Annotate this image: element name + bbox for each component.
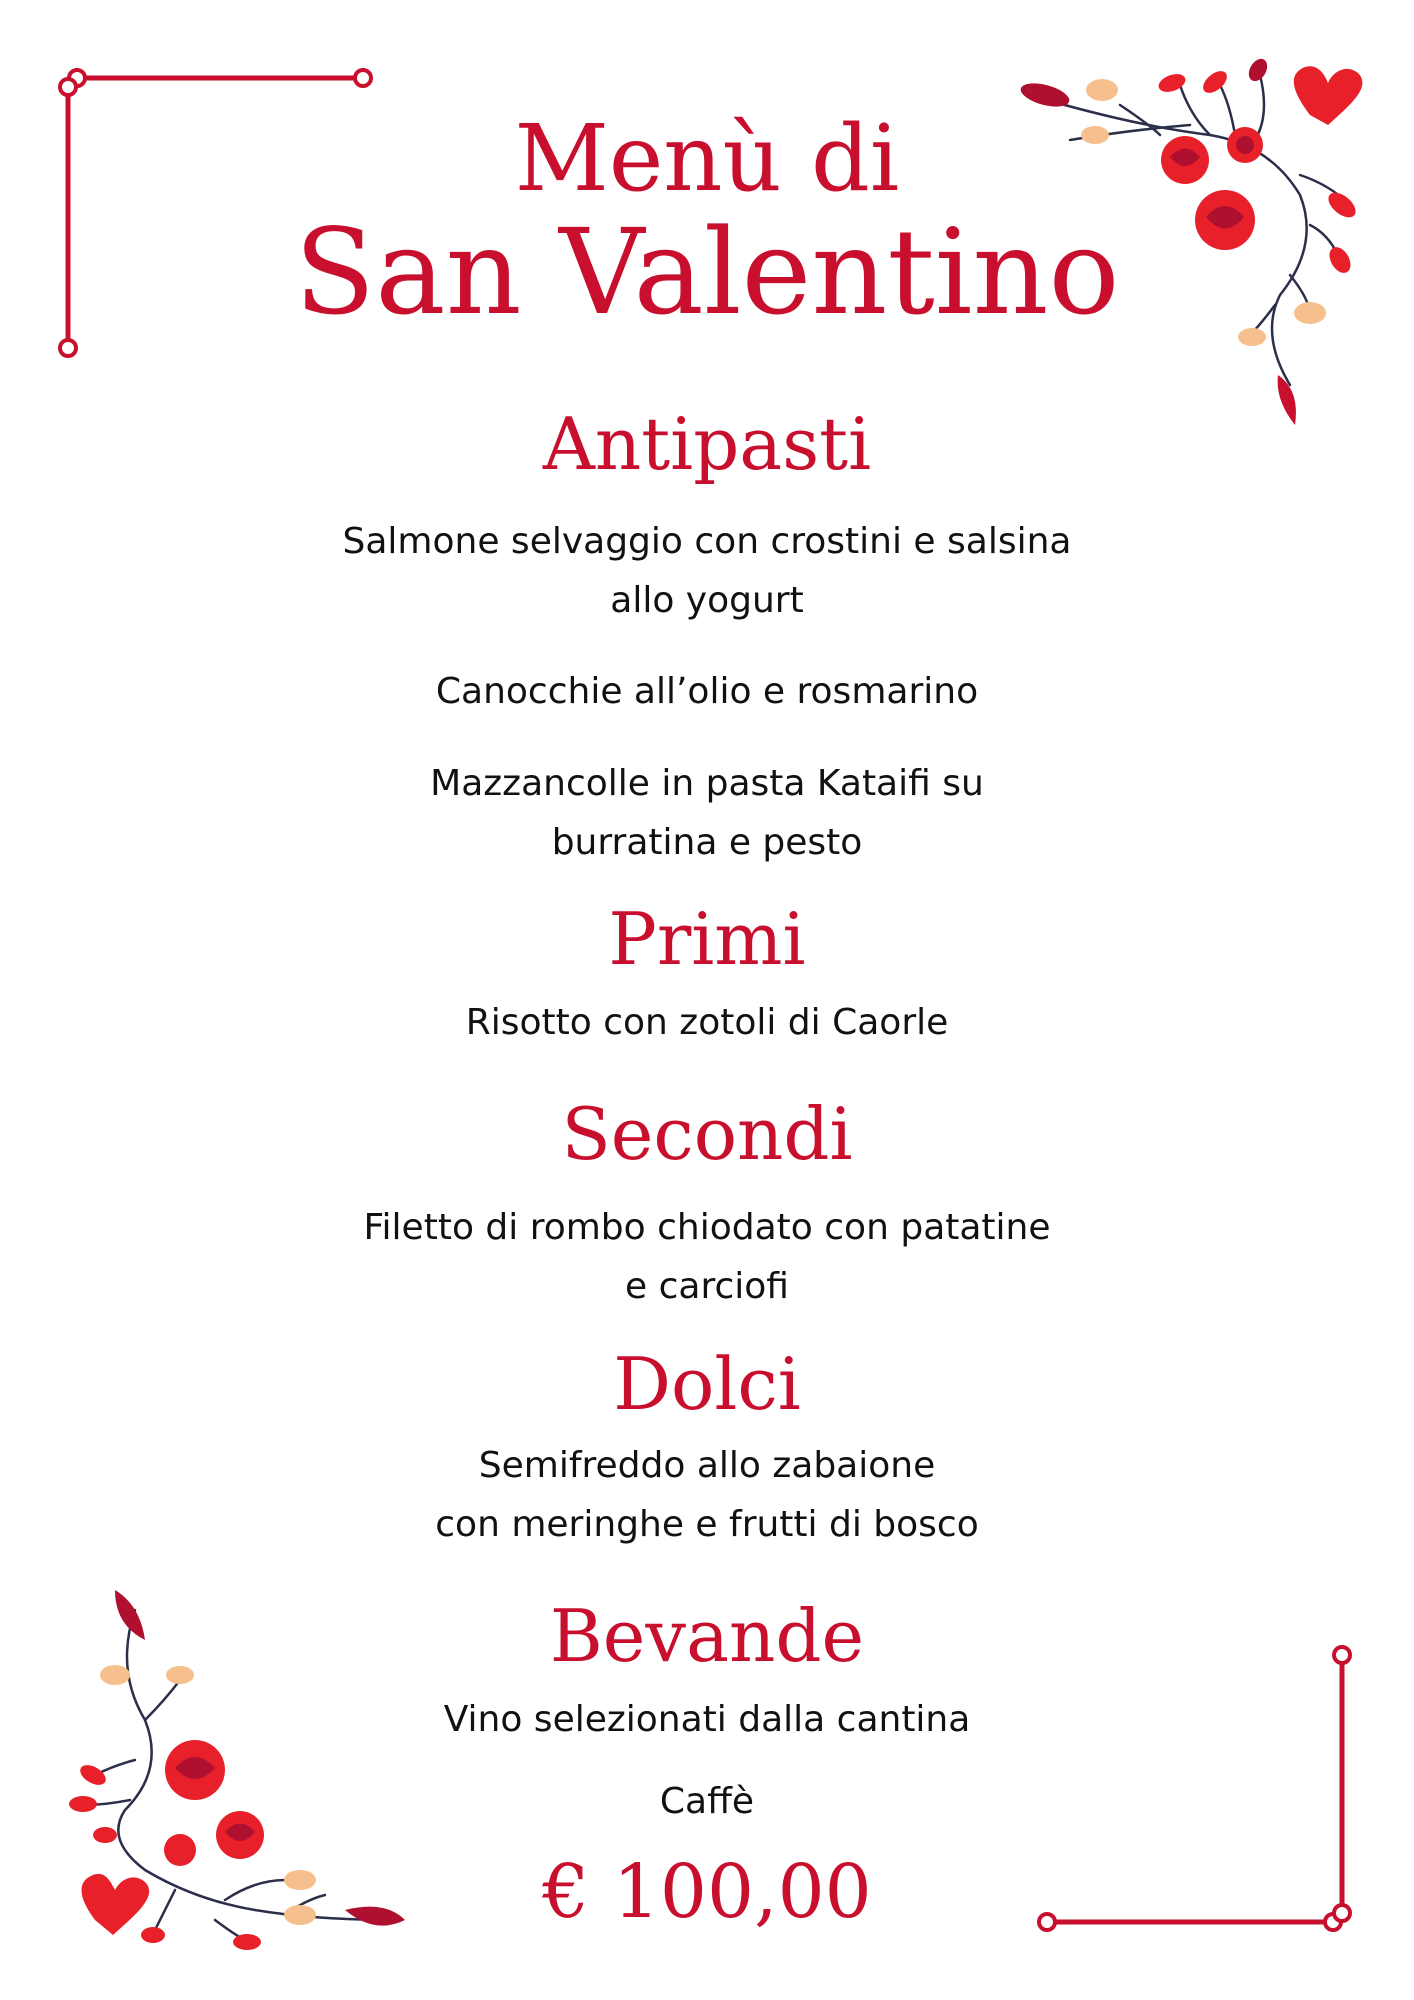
menu-item-line: allo yogurt (610, 580, 804, 621)
menu-item-line: Risotto con zotoli di Caorle (465, 1002, 949, 1043)
menu-price: € 100,00 (542, 1849, 872, 1935)
section-title-bevande: Bevande (549, 1594, 865, 1678)
menu-item-line: e carciofi (625, 1266, 789, 1307)
title-line-1: Menù di (514, 105, 900, 212)
menu-item-line: con meringhe e frutti di bosco (435, 1504, 979, 1545)
menu-item-line: Semifreddo allo zabaione (478, 1445, 936, 1486)
section-title-secondi: Secondi (561, 1092, 853, 1176)
menu-item-line: Vino selezionati dalla cantina (443, 1699, 971, 1740)
title-line-2: San Valentino (294, 203, 1120, 341)
section-title-dolci: Dolci (613, 1342, 801, 1426)
menu-item-line: Filetto di rombo chiodato con patatine (363, 1207, 1051, 1248)
section-title-primi: Primi (608, 897, 806, 981)
menu-item-line: Canocchie all’olio e rosmarino (435, 671, 979, 712)
menu-item-line: Mazzancolle in pasta Kataifi su (430, 763, 984, 804)
menu-item-line: burratina e pesto (551, 822, 863, 863)
section-title-antipasti: Antipasti (542, 402, 872, 486)
menu-item-line: Salmone selvaggio con crostini e salsina (342, 521, 1072, 562)
menu-item-line: Caffè (659, 1781, 755, 1822)
